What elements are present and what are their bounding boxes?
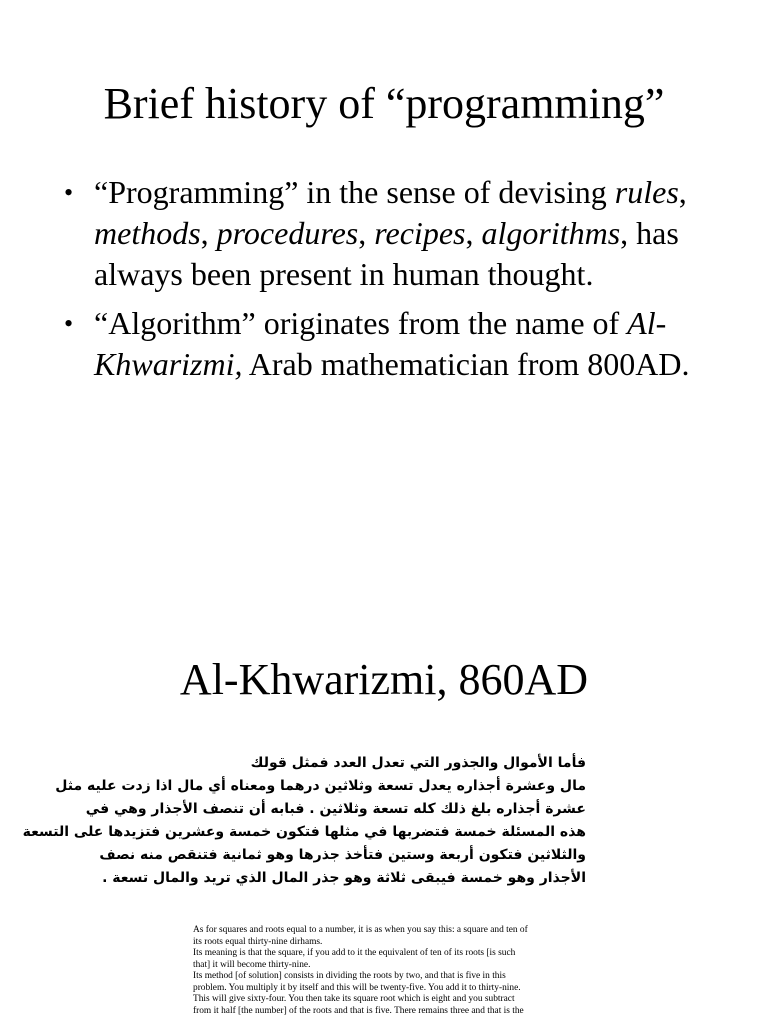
bullet-text-italic: recipes	[374, 215, 466, 251]
arabic-line: هذه المسئلة خمسة فتضربها في مثلها فتكون خمسة وعشرين فتزيدها على التسعة	[22, 824, 586, 840]
translation-line: Its meaning is that the square, if you add to it the equivalent of ten of its roots [is such	[193, 948, 516, 958]
translation-line: Its method [of solution] consists in dividing the roots by two, and that is five in this	[193, 971, 506, 981]
translation-line: problem. You multiply it by itself and this will be twenty-five. You add it to thirty-nine.	[193, 982, 521, 993]
bullet-icon: •	[64, 309, 74, 338]
bullet-icon: •	[64, 178, 74, 207]
slide-title: Brief history of “programming”	[103, 79, 665, 128]
arabic-line: مال وعشرة أجذاره يعدل تسعة وثلاثين درهما ومعناه أي مال اذا زدت عليه مثل	[55, 778, 586, 794]
translation-line: This will give sixty-four. You then take its square root which is eight and you subtract	[193, 994, 515, 1004]
bullet-text-italic: methods	[94, 215, 201, 251]
arabic-manuscript-text	[22, 752, 586, 890]
arabic-line: والثلاثين فتكون أربعة وستين فتأخذ جذرها وهو ثمانية فتنقص منه نصف	[99, 847, 586, 863]
section-heading: Al-Khwarizmi, 860AD	[179, 655, 589, 704]
translation-line: As for squares and roots equal to a number, it is as when you say this: a square and ten of	[193, 925, 528, 935]
bullet-text-part: , has always been present in human thought.	[94, 215, 679, 292]
bullet-text-part: “Programming” in the sense of devising	[94, 174, 615, 210]
bullet-list	[60, 172, 700, 393]
translation-line: that] it will become thirty-nine.	[193, 959, 311, 970]
bullet-text-part: ,	[200, 215, 217, 251]
arabic-line: فأما الأموال والجذور التي تعدل العدد فمثل قولك	[250, 755, 586, 771]
bullet-text-italic: Al-Khwarizmi,	[94, 305, 667, 382]
bullet-text-italic: algorithms	[481, 215, 621, 251]
bullet-text	[94, 305, 689, 382]
bullet-text-italic: procedures	[216, 215, 359, 251]
arabic-line: عشرة أجذاره بلغ ذلك كله تسعة وثلاثين . فبابه أن تنصف الأجذار وهي في	[85, 801, 586, 817]
bullet-text-part: ,	[358, 215, 375, 251]
english-translation	[193, 925, 569, 1017]
bullet-text-part: ,	[465, 215, 482, 251]
bullet-item	[60, 303, 700, 385]
translation-line: its roots equal thirty-nine dirhams.	[193, 936, 323, 947]
arabic-line: الأجذار وهو خمسة فيبقى ثلاثة وهو جذر المال الذي تريد والمال تسعة .	[102, 870, 586, 886]
bullet-text-italic: rules	[614, 174, 679, 210]
translation-line: from it half [the number] of the roots and that is five. There remains three and that is the	[193, 1005, 524, 1016]
bullet-item	[60, 172, 700, 295]
bullet-text-part: ,	[678, 174, 687, 210]
bullet-text-part: Arab mathematician from 800AD.	[242, 346, 690, 382]
bullet-text-part: “Algorithm” originates from the name of	[94, 305, 628, 341]
bullet-text	[94, 174, 687, 292]
